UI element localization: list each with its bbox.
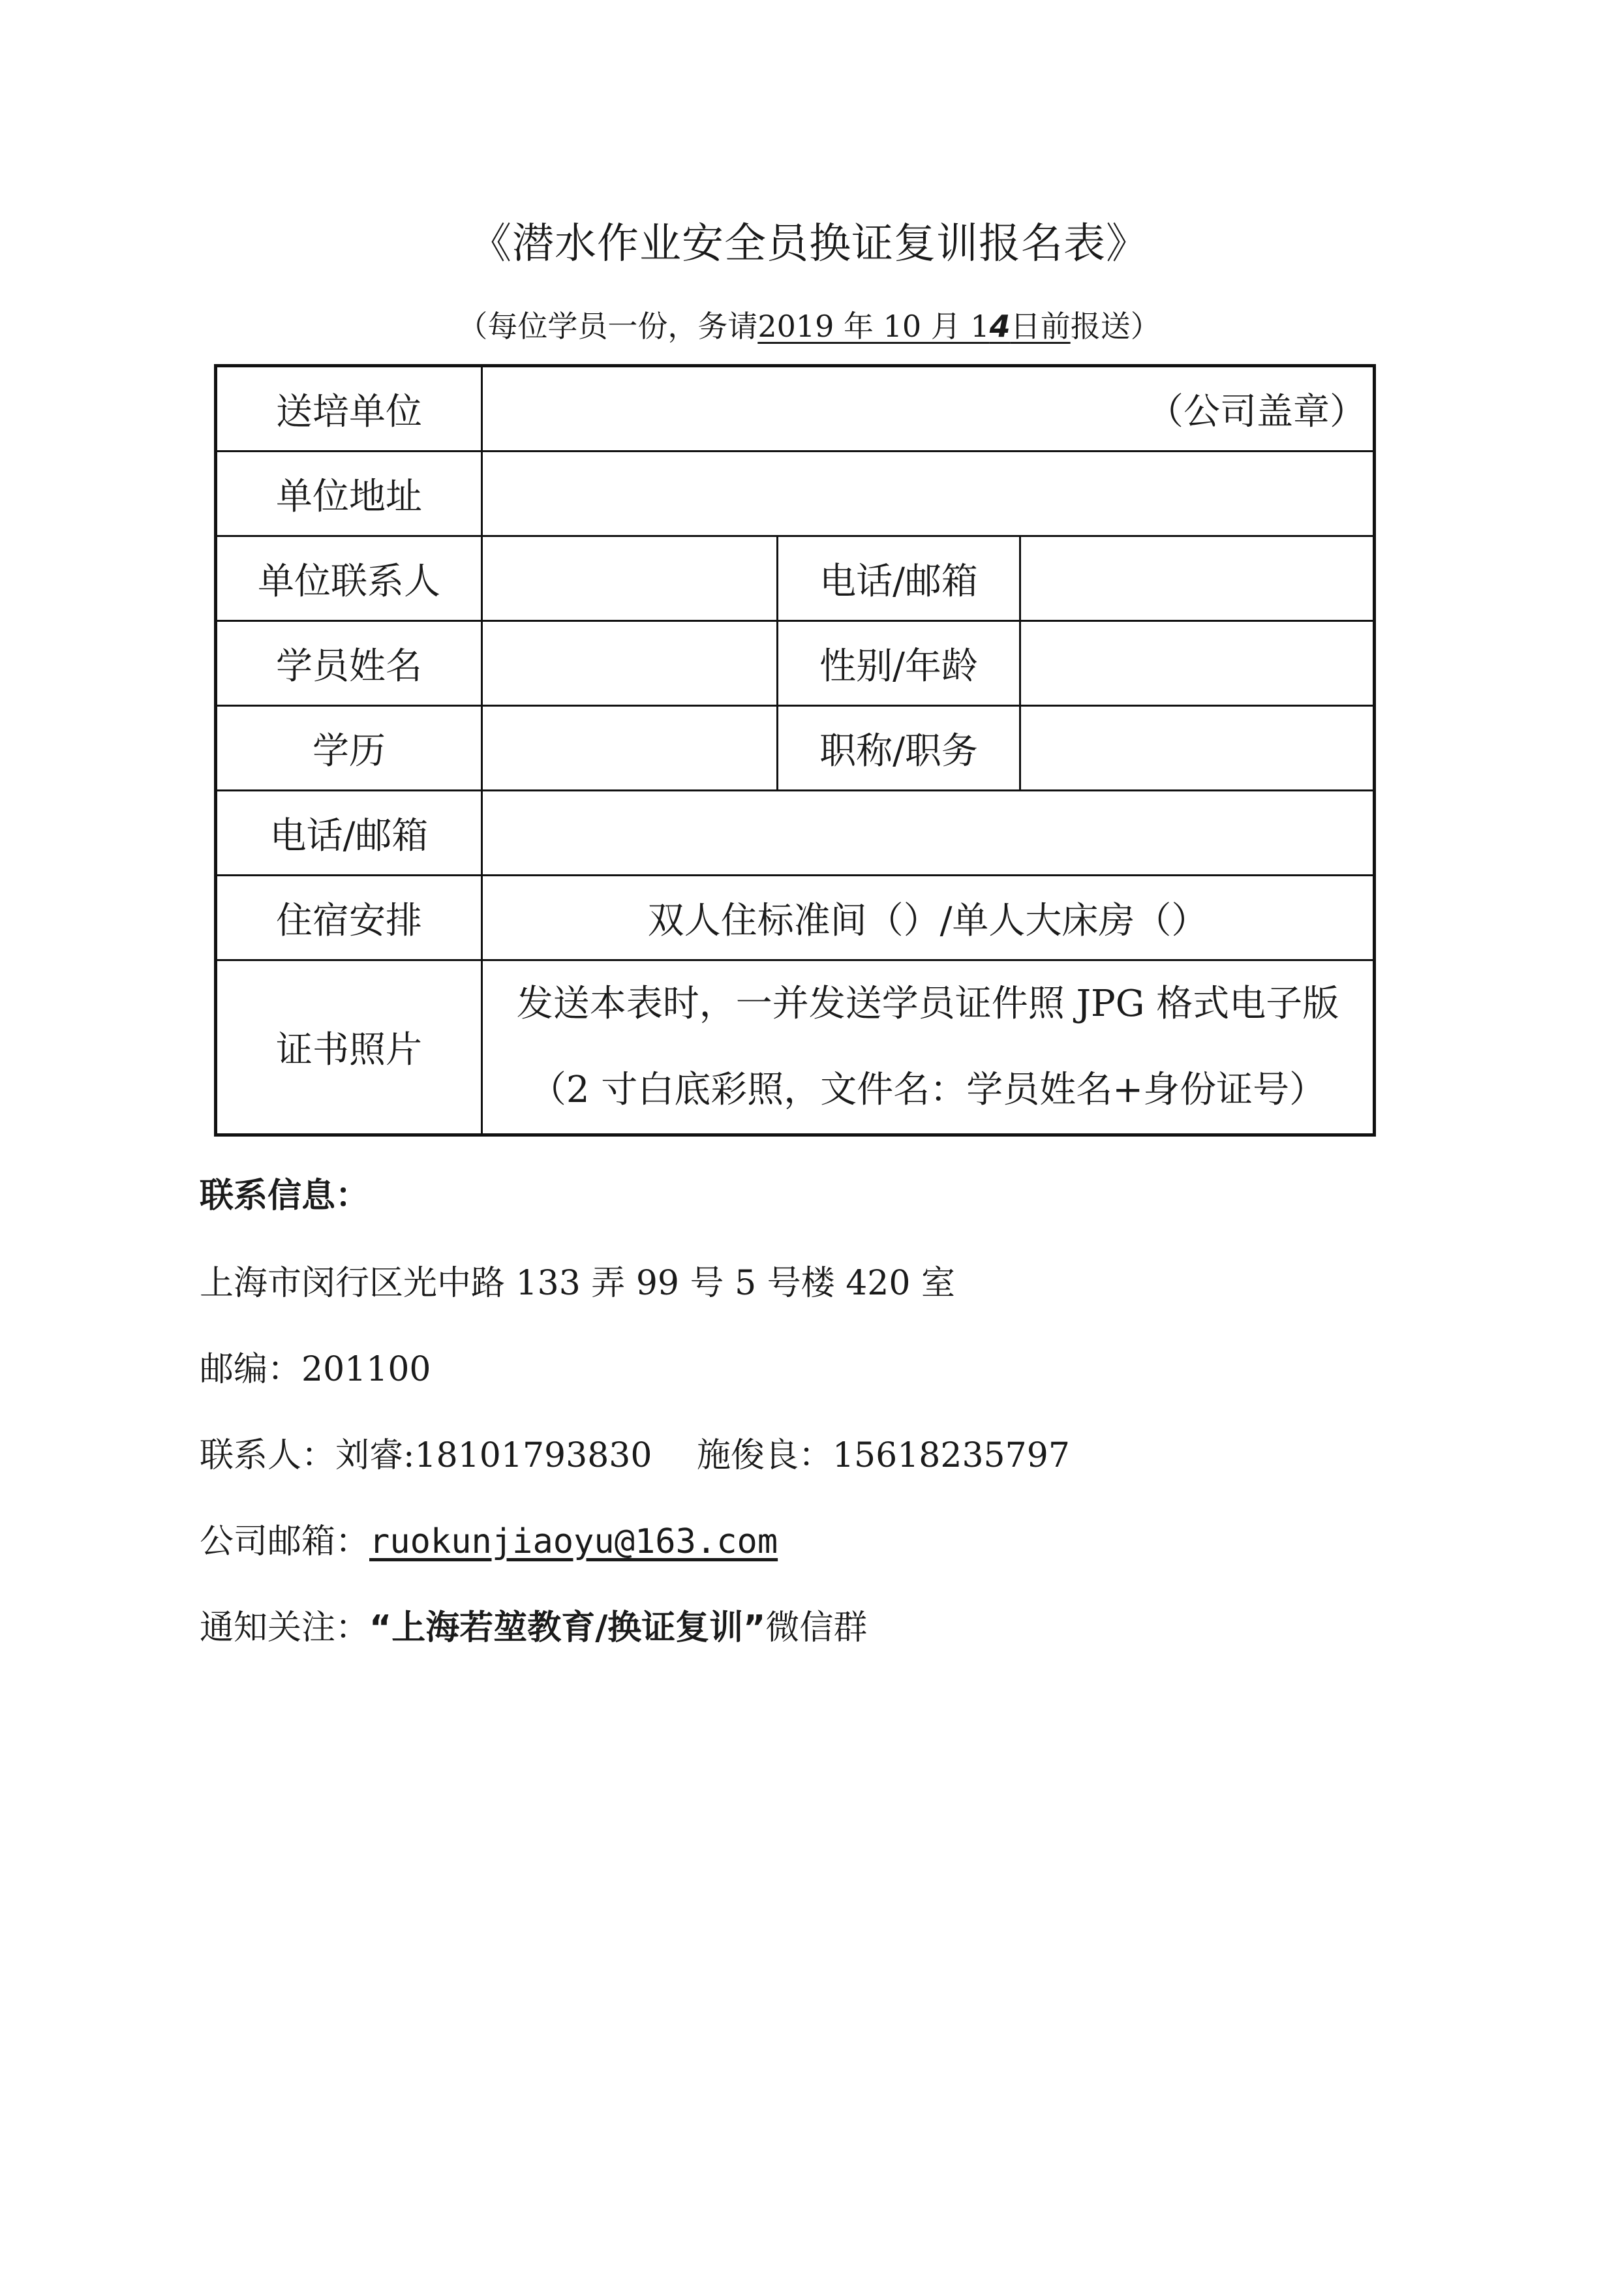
photo-label: 证书照片	[216, 960, 482, 1135]
row-contact	[216, 536, 1375, 621]
title-post-label: 职称/职务	[778, 706, 1020, 791]
photo-instructions	[482, 960, 1375, 1135]
seal-note: （公司盖章）	[1147, 390, 1366, 433]
student-phone-email-field[interactable]	[482, 791, 1375, 876]
email-link[interactable]: ruokunjiaoyu@163.com	[369, 1522, 778, 1561]
row-student-name	[216, 621, 1375, 706]
phone-email-label: 电话/邮箱	[778, 536, 1020, 621]
deadline-date	[757, 309, 1070, 344]
student-phone-email-label: 电话/邮箱	[216, 791, 482, 876]
contact-postcode: 邮编：201100	[200, 1350, 431, 1389]
notice-suffix: 微信群	[765, 1608, 868, 1647]
student-name-field[interactable]	[482, 621, 778, 706]
row-photo	[216, 960, 1375, 1135]
form-title: 《潜水作业安全员换证复训报名表》	[470, 220, 1148, 268]
row-unit	[216, 366, 1375, 452]
contact-persons: 联系人：刘睿:18101793830 施俊良：15618235797	[200, 1436, 1070, 1475]
contact-notice-line	[200, 1600, 867, 1649]
deadline-date-handwritten-digit: 4	[989, 309, 1011, 344]
gender-age-label: 性别/年龄	[778, 621, 1020, 706]
email-label: 公司邮箱：	[200, 1522, 370, 1561]
registration-form-table	[214, 364, 1376, 1137]
deadline-date-printed: 2019 年 10 月 1	[757, 309, 990, 344]
contact-label: 单位联系人	[216, 536, 482, 621]
contact-phone-email-field[interactable]	[1020, 536, 1375, 621]
unit-field[interactable]	[482, 366, 1375, 452]
student-name-label: 学员姓名	[216, 621, 482, 706]
address-field[interactable]	[482, 452, 1375, 536]
subtitle-suffix: 报送）	[1070, 309, 1161, 344]
notice-label: 通知关注：	[200, 1608, 370, 1647]
photo-instruction-line-1: 发送本表时，一并发送学员证件照 JPG 格式电子版	[516, 983, 1339, 1025]
address-label: 单位地址	[216, 452, 482, 536]
title-post-field[interactable]	[1020, 706, 1375, 791]
row-lodging	[216, 876, 1375, 960]
lodging-label: 住宿安排	[216, 876, 482, 960]
wechat-group-name: “上海若堃教育/换证复训”	[369, 1608, 766, 1647]
contact-field[interactable]	[482, 536, 778, 621]
gender-age-field[interactable]	[1020, 621, 1375, 706]
unit-label: 送培单位	[216, 366, 482, 452]
photo-instruction-line-2: （2 寸白底彩照，文件名：学员姓名+身份证号）	[529, 1069, 1326, 1111]
lodging-options[interactable]: 双人住标准间（）/单人大床房（）	[482, 876, 1375, 960]
row-student-phone	[216, 791, 1375, 876]
row-education	[216, 706, 1375, 791]
row-address	[216, 452, 1375, 536]
subtitle-prefix: （每位学员一份，务请	[457, 309, 758, 344]
education-label: 学历	[216, 706, 482, 791]
contact-email-line	[200, 1514, 778, 1563]
contact-address: 上海市闵行区光中路 133 弄 99 号 5 号楼 420 室	[200, 1264, 955, 1303]
education-field[interactable]	[482, 706, 778, 791]
contact-heading: 联系信息：	[200, 1176, 370, 1216]
form-subtitle	[0, 303, 1618, 346]
deadline-date-suffix: 日前	[1010, 309, 1071, 344]
